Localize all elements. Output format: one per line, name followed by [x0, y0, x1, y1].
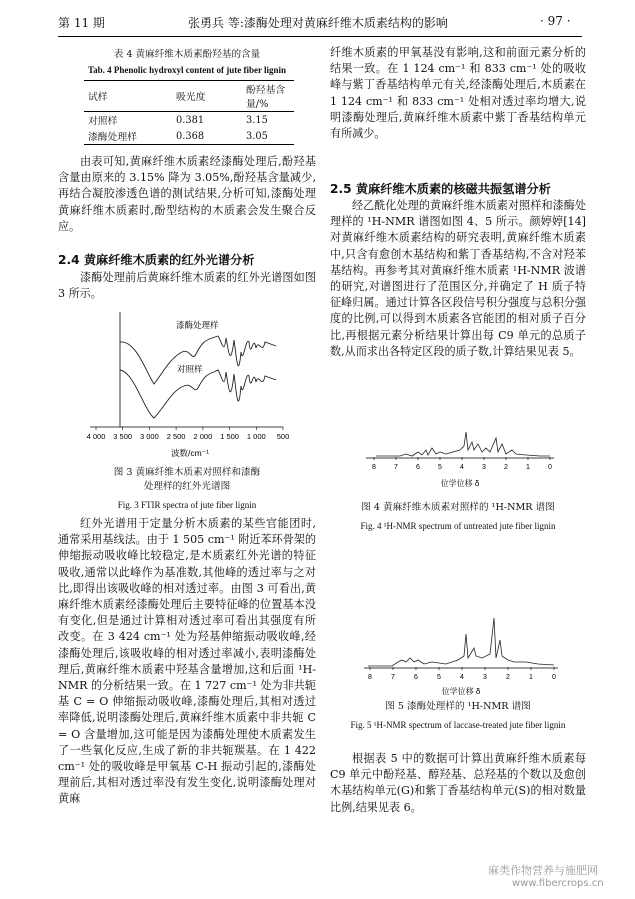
header-rule	[58, 36, 582, 37]
fig3-x-axis-label: 波数/cm⁻¹	[170, 448, 210, 458]
x-tick-label: 7	[394, 464, 398, 471]
table-row	[84, 128, 294, 145]
watermark-text: 麻类作物营养与施肥网	[488, 864, 598, 877]
x-tick-label: 1 000	[246, 432, 266, 441]
fig5-nmr-spectrum	[358, 600, 564, 698]
x-tick-label: 6	[414, 674, 418, 681]
table-row	[84, 112, 294, 129]
x-tick-label: 0	[552, 674, 556, 681]
table4-header: 吸光度	[176, 92, 206, 103]
paragraph: 漆酶处理前后黄麻纤维木质素的红外光谱图如图 3 所示。	[58, 271, 316, 301]
fig5-ticks-group	[368, 667, 556, 681]
section-heading-2-5: 2.5 黄麻纤维木质素的核磁共振氢谱分析	[330, 182, 551, 196]
x-tick-label: 1	[526, 464, 530, 471]
fig3-caption-en: Fig. 3 FTIR spectra of jute fiber lignin	[117, 500, 257, 510]
x-tick-label: 2	[504, 464, 508, 471]
x-tick-label: 4	[460, 674, 464, 681]
paragraph: 经乙酰化处理的黄麻纤维木质素对照样和漆酶处理样的 ¹H-NMR 谱图如图 4、5 所示。颜婷婷[14] 对黄麻纤维木质素结构的研究表明,黄麻纤维木质素中,只含有愈创木基结构和紫丁香基结构,不含对羟苯基结构。再参考其对黄麻纤维木质素 ¹H-NMR 波谱的研究,对谱图进行了范围区分,并确定了 H 质子特征峰归属。通过计算各区段信号积分强度与总积分强度的比例,可以得到木质素各官能团的相对质子百分比,再根据元素分析结果计算出每 C9 单元的总质子数,从而求出各特定区段的质子数,计算结果见表 5。	[330, 199, 586, 358]
watermark-url: www.fibercrops.cn	[512, 878, 604, 889]
table4-header: 试样	[88, 92, 108, 103]
x-tick-label: 3 000	[140, 432, 159, 441]
x-tick-label: 6	[416, 464, 420, 471]
x-tick-label: 500	[276, 432, 290, 441]
fig3-treated-trace	[120, 336, 276, 384]
x-tick-label: 2 500	[166, 432, 186, 441]
fig3-caption-cn: 图 3 黄麻纤维木质素对照样和漆酶	[113, 467, 261, 478]
page-number: · 97 ·	[540, 14, 571, 28]
table4-cell: 0.368	[176, 130, 205, 142]
x-tick-label: 0	[548, 464, 552, 471]
fig4-ticks-group	[372, 457, 552, 471]
fig3-label-treated: 漆酶处理样	[176, 320, 219, 330]
table4-cell: 3.05	[246, 130, 268, 142]
x-tick-label: 8	[372, 464, 376, 471]
fig5-x-axis-label: 位学位移 δ	[441, 687, 481, 696]
fig3-caption-cn: 处理样的红外光谱图	[143, 481, 231, 492]
fig4-caption-en: Fig. 4 ¹H-NMR spectrum of untreated jute fiber lignin	[360, 521, 556, 531]
journal-issue: 第 11 期	[58, 16, 105, 30]
table4-cell: 对照样	[88, 116, 118, 127]
fig5-trace	[368, 618, 554, 666]
table4-cell: 3.15	[246, 114, 268, 126]
x-tick-label: 1 500	[220, 432, 239, 441]
x-tick-label: 1	[529, 674, 533, 681]
x-tick-label: 4	[460, 464, 464, 471]
x-tick-label: 3 500	[113, 432, 133, 441]
fig3-ticks-group	[87, 427, 290, 441]
x-tick-label: 2	[506, 674, 510, 681]
x-tick-label: 2 000	[193, 432, 213, 441]
fig3-control-trace	[120, 370, 276, 418]
fig3-label-control: 对照样	[177, 364, 203, 374]
fig4-x-axis-label: 位学位移 δ	[440, 479, 480, 488]
table4-caption-cn: 表 4 黄麻纤维木质素酚羟基的含量	[113, 49, 261, 60]
table4-cell: 0.381	[176, 114, 205, 126]
section-heading-2-4: 2.4 黄麻纤维木质素的红外光谱分析	[58, 253, 255, 267]
x-tick-label: 4 000	[86, 432, 106, 441]
fig4-trace	[376, 432, 550, 456]
table4-cell: 漆酶处理样	[88, 132, 137, 143]
fig4-caption-cn: 图 4 黄麻纤维木质素对照样的 ¹H-NMR 谱图	[361, 502, 555, 513]
running-title: 张勇兵 等:漆酶处理对黄麻纤维木质素结构的影响	[188, 16, 448, 30]
fig3-ftir-spectra	[78, 312, 306, 464]
x-tick-label: 8	[368, 674, 372, 681]
paragraph: 纤维木质素的甲氧基没有影响,这和前面元素分析的结果一致。在 1 124 cm⁻¹ 和 833 cm⁻¹ 处的吸收峰与紫丁香基结构单元有关,经漆酶处理后,木质素在 1 124 cm⁻¹ 和 833 cm⁻¹ 处相对透过率均增大,说明漆酶处理后,黄麻纤维木质素中紫丁香基结构单元有所减少。	[330, 46, 586, 141]
paragraph: 红外光谱用于定量分析木质素的某些官能团时,通常采用基线法。由于 1 505 cm⁻¹ 附近苯环骨架的伸缩振动吸收峰比较稳定,是木质素红外光谱的特征吸收,通常以此峰作为基准数,其他峰的透过率与之对比,即得出该吸收峰的相对透过率。由图 3 可看出,黄麻纤维木质素经漆酶处理后主要特征峰的位置基本没有变化,但是通过计算相对透过率可看出其强度有所改变。在 3 424 cm⁻¹ 处为羟基伸缩振动吸收峰,经漆酶处理后,该吸收峰的相对透过率减小,表明漆酶处理后,黄麻纤维木质素中羟基含量增加,这和后面 ¹H-NMR 的分析结果一致。在 1 727 cm⁻¹ 处为非共轭基 C = O 伸缩振动吸收峰,漆酶处理后,其相对透过率降低,说明漆酶处理后,黄麻纤维木质素中非共轭 C = O 含量增加,这可能是因为漆酶处理使木质素发生了一些氧化反应,生成了新的非共轭羰基。在 1 422 cm⁻¹ 处的吸收峰是甲氧基 C-H 振动引起的,漆酶处理前后,其相对透过率没有发生变化,说明漆酶处理对黄麻	[58, 517, 316, 806]
fig5-caption-cn: 图 5 漆酶处理样的 ¹H-NMR 谱图	[385, 701, 531, 712]
x-tick-label: 3	[482, 464, 486, 471]
fig4-nmr-spectrum	[360, 392, 560, 490]
x-tick-label: 5	[437, 674, 441, 681]
x-tick-label: 5	[438, 464, 442, 471]
x-tick-label: 7	[391, 674, 395, 681]
table4	[84, 80, 294, 145]
paragraph: 根据表 5 中的数据可计算出黄麻纤维木质素每 C9 单元中酚羟基、醇羟基、总羟基的个数以及愈创木基结构单元(G)和紫丁香基结构单元(S)的相对数量比例,结果见表 6。	[330, 752, 586, 814]
x-tick-label: 3	[483, 674, 487, 681]
fig5-caption-en: Fig. 5 ¹H-NMR spectrum of laccase-treated jute fiber lignin	[350, 720, 566, 730]
table4-caption-en: Tab. 4 Phenolic hydroxyl content of jute fiber lignin	[87, 65, 287, 75]
paragraph: 由表可知,黄麻纤维木质素经漆酶处理后,酚羟基含量由原来的 3.15% 降为 3.05%,酚羟基含量减少,再结合凝胶渗透色谱的测试结果,分析可知,漆酶处理黄麻纤维木质素时,酚型结构的木质素会发生聚合反应。	[58, 155, 316, 233]
table4-header: 酚羟基含量/%	[246, 85, 286, 110]
